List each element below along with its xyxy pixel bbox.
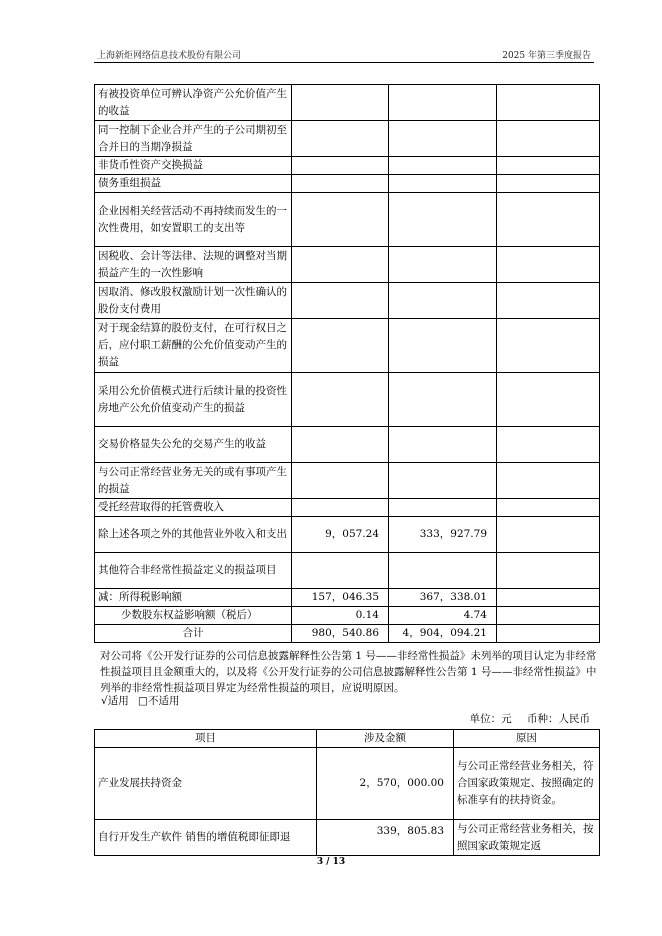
table-row [95,625,600,643]
company-name: 上海新炬网络信息技术股份有限公司 [97,51,242,61]
table-row [95,373,600,427]
header-amount: 涉及金额 [317,730,454,748]
reclassified-items-table [94,729,600,856]
item-cell: 与公司正常经营业务无关的或有事项产生的损益 [95,463,292,499]
header-reason: 原因 [454,730,600,748]
note-cell [497,121,600,157]
note-cell [497,157,600,175]
amount-cell [292,373,389,427]
amount-cell [292,157,389,175]
note-cell [497,247,600,283]
prior-amount-cell: 333，927.79 [389,517,497,553]
note-cell [497,625,600,643]
currency-label: 币种：人民币 [527,713,590,725]
note-cell [497,319,600,373]
prior-amount-cell [389,121,497,157]
applicable-checkbox[interactable]: √适用 [101,695,129,707]
prior-amount-cell [389,499,497,517]
unit-label: 单位：元 [469,713,512,725]
note-cell [497,373,600,427]
item-cell: 除上述各项之外的其他营业外收入和支出 [95,517,292,553]
header-item: 项目 [95,730,317,748]
note-cell [497,463,600,499]
unit-line [458,711,590,726]
item-cell: 非货币性资产交换损益 [95,157,292,175]
table-row [95,748,600,820]
prior-amount-cell [389,157,497,175]
table-row [95,319,600,373]
item-cell: 企业因相关经营活动不再持续而发生的一次性费用，如安置职工的支出等 [95,193,292,247]
table-row [95,820,600,856]
table-row [95,589,600,607]
amount-cell: 2，570，000.00 [317,748,454,820]
amount-cell [292,283,389,319]
note-cell [497,427,600,463]
amount-cell [292,427,389,463]
table-row [95,463,600,499]
explanation-paragraph: 对公司将《公开发行证券的公司信息披露解释性公告第 1 号——非经常性损益》未列举的项目认定为非经常性损益项目且金额重大的，以及将《公开发行证券的公司信息披露解释性公告第 1 号——非经常性损益》中列举的非经常性损益项目界定为经常性损益的项目，应说明原因。 [100,650,597,694]
table-row [95,157,600,175]
reason-cell: 与公司正常经营业务相关，符合国家政策规定、按照确定的标准享有的扶持资金。 [454,748,600,820]
not-applicable-checkbox[interactable]: □不适用 [138,695,180,707]
prior-amount-cell [389,283,497,319]
item-cell: 其他符合非经常性损益定义的损益项目 [95,553,292,589]
table-row [95,247,600,283]
item-cell: 债务重组损益 [95,175,292,193]
amount-cell [292,85,389,121]
note-cell [497,499,600,517]
note-cell [497,193,600,247]
note-cell [497,589,600,607]
prior-amount-cell [389,247,497,283]
amount-cell [292,553,389,589]
table-row [95,193,600,247]
amount-cell [292,319,389,373]
amount-cell: 0.14 [292,607,389,625]
note-cell [497,517,600,553]
note-cell [497,283,600,319]
amount-cell [292,247,389,283]
applicability-options [101,693,179,708]
note-cell [497,85,600,121]
item-cell: 因税收、会计等法律、法规的调整对当期损益产生的一次性影响 [95,247,292,283]
amount-cell: 157，046.35 [292,589,389,607]
table-row [95,553,600,589]
header-divider [94,62,594,63]
note-cell [497,607,600,625]
amount-cell [292,175,389,193]
table-row [95,499,600,517]
prior-amount-cell [389,319,497,373]
amount-cell: 339，805.83 [317,820,454,856]
table-row [95,607,600,625]
prior-amount-cell [389,373,497,427]
item-cell: 产业发展扶持资金 [95,748,317,820]
amount-cell [292,463,389,499]
prior-amount-cell [389,463,497,499]
item-cell: 对于现金结算的股份支付，在可行权日之后，应付职工薪酬的公允价值变动产生的损益 [95,319,292,373]
prior-amount-cell [389,175,497,193]
amount-cell [292,499,389,517]
note-cell [497,175,600,193]
item-cell: 采用公允价值模式进行后续计量的投资性房地产公允价值变动产生的损益 [95,373,292,427]
prior-amount-cell [389,193,497,247]
item-cell: 少数股东权益影响额（税后） [95,607,292,625]
item-cell: 因取消、修改股权激励计划一次性确认的股份支付费用 [95,283,292,319]
table-row [95,283,600,319]
page-number: 3 / 13 [316,857,346,867]
page-header [94,46,594,62]
amount-cell [292,193,389,247]
item-cell: 合计 [95,625,292,643]
table-row [95,175,600,193]
amount-cell: 9，057.24 [292,517,389,553]
prior-amount-cell: 4，904，094.21 [389,625,497,643]
table-row [95,85,600,121]
item-cell: 同一控制下企业合并产生的子公司期初至合并日的当期净损益 [95,121,292,157]
table-row [95,121,600,157]
prior-amount-cell: 367，338.01 [389,589,497,607]
prior-amount-cell [389,427,497,463]
prior-amount-cell [389,85,497,121]
note-cell [497,553,600,589]
item-cell: 有被投资单位可辨认净资产公允价值产生的收益 [95,85,292,121]
item-cell: 自行开发生产软件 销售的增值税即征即退 [95,820,317,856]
amount-cell: 980，540.86 [292,625,389,643]
prior-amount-cell [389,553,497,589]
non-recurring-items-table [94,84,600,643]
prior-amount-cell: 4.74 [389,607,497,625]
table-row [95,517,600,553]
item-cell: 减：所得税影响额 [95,589,292,607]
amount-cell [292,121,389,157]
report-title: 2025 年第三季度报告 [502,51,591,61]
item-cell: 受托经营取得的托管费收入 [95,499,292,517]
item-cell: 交易价格显失公允的交易产生的收益 [95,427,292,463]
reason-cell: 与公司正常经营业务相关，按照国家政策规定返 [454,820,600,856]
table-row [95,427,600,463]
